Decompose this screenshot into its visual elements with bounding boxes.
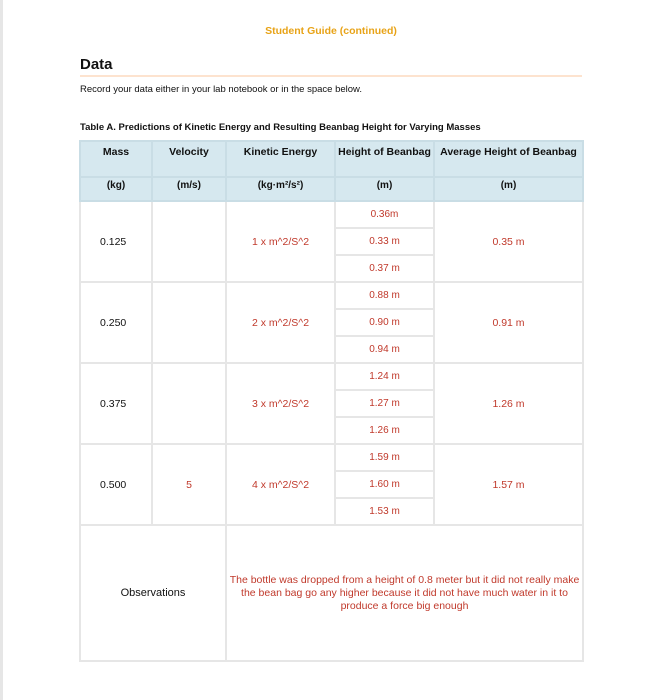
velocity-cell[interactable] xyxy=(152,363,226,444)
observations-label: Observations xyxy=(80,525,226,661)
observations-row xyxy=(80,525,583,661)
height-cell[interactable]: 0.33 m xyxy=(335,228,434,255)
mass-cell[interactable]: 0.500 xyxy=(80,444,152,525)
section-title: Data xyxy=(80,56,113,73)
header-kinetic-energy: Kinetic Energy xyxy=(226,141,335,177)
height-cell[interactable]: 0.94 m xyxy=(335,336,434,363)
kinetic-energy-cell[interactable]: 2 x m^2/S^2 xyxy=(226,282,335,363)
velocity-cell[interactable]: 5 xyxy=(152,444,226,525)
table-row xyxy=(80,201,583,228)
header-velocity: Velocity xyxy=(152,141,226,177)
table-row xyxy=(80,363,583,390)
unit-kinetic-energy: (kg·m²/s²) xyxy=(226,177,335,201)
instruction-text: Record your data either in your lab notebook or in the space below. xyxy=(80,84,363,95)
average-height-cell[interactable]: 1.57 m xyxy=(434,444,583,525)
height-cell[interactable]: 0.37 m xyxy=(335,255,434,282)
average-height-cell[interactable]: 0.35 m xyxy=(434,201,583,282)
average-height-cell[interactable]: 0.91 m xyxy=(434,282,583,363)
kinetic-energy-cell[interactable]: 4 x m^2/S^2 xyxy=(226,444,335,525)
height-cell[interactable]: 0.36m xyxy=(335,201,434,228)
header-mass: Mass xyxy=(80,141,152,177)
page-left-edge xyxy=(0,0,3,700)
mass-cell[interactable]: 0.375 xyxy=(80,363,152,444)
table-caption: Table A. Predictions of Kinetic Energy and Resulting Beanbag Height for Varying Masses xyxy=(80,122,481,133)
unit-velocity: (m/s) xyxy=(152,177,226,201)
kinetic-energy-cell[interactable]: 3 x m^2/S^2 xyxy=(226,363,335,444)
unit-average-height: (m) xyxy=(434,177,583,201)
header-height: Height of Beanbag xyxy=(335,141,434,177)
unit-mass: (kg) xyxy=(80,177,152,201)
data-table xyxy=(79,140,584,662)
unit-height: (m) xyxy=(335,177,434,201)
header-average-height: Average Height of Beanbag xyxy=(434,141,583,177)
height-cell[interactable]: 1.60 m xyxy=(335,471,434,498)
mass-cell[interactable]: 0.250 xyxy=(80,282,152,363)
velocity-cell[interactable] xyxy=(152,201,226,282)
height-cell[interactable]: 0.88 m xyxy=(335,282,434,309)
height-cell[interactable]: 1.53 m xyxy=(335,498,434,525)
table-row xyxy=(80,444,583,471)
mass-cell[interactable]: 0.125 xyxy=(80,201,152,282)
height-cell[interactable]: 1.27 m xyxy=(335,390,434,417)
height-cell[interactable]: 1.24 m xyxy=(335,363,434,390)
height-cell[interactable]: 1.26 m xyxy=(335,417,434,444)
section-divider xyxy=(80,75,582,77)
table-row xyxy=(80,282,583,309)
velocity-cell[interactable] xyxy=(152,282,226,363)
page-header: Student Guide (continued) xyxy=(265,25,397,37)
average-height-cell[interactable]: 1.26 m xyxy=(434,363,583,444)
kinetic-energy-cell[interactable]: 1 x m^2/S^2 xyxy=(226,201,335,282)
observations-text[interactable]: The bottle was dropped from a height of 0.8 meter but it did not really make the bean bag go any higher because it did not have much water in it to produce a force big enough xyxy=(226,525,583,661)
height-cell[interactable]: 0.90 m xyxy=(335,309,434,336)
height-cell[interactable]: 1.59 m xyxy=(335,444,434,471)
